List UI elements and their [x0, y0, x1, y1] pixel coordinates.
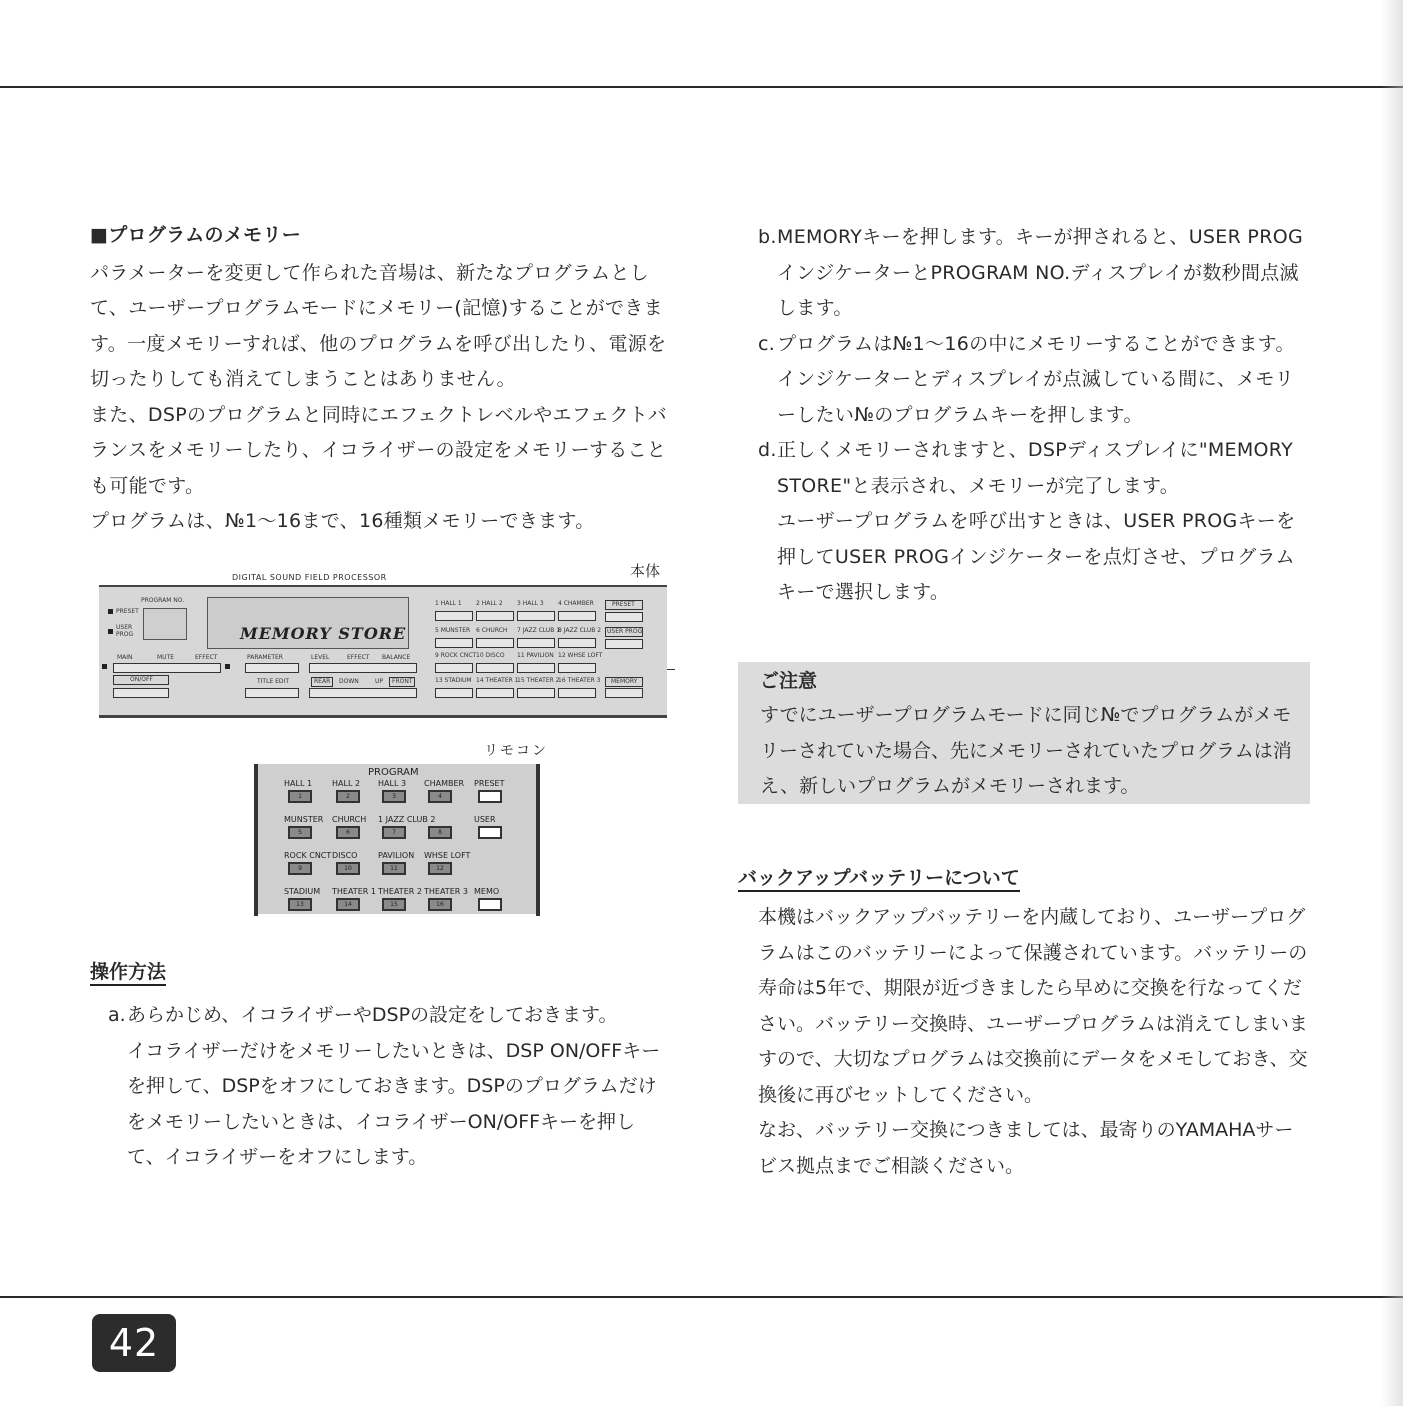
- memory-key-label: MEMORY: [611, 678, 638, 685]
- step-d: [758, 433, 1310, 504]
- memory-key: [605, 688, 643, 698]
- panel-program-button: [476, 638, 514, 648]
- parameter-button: [245, 663, 299, 673]
- intro-paragraph-3: プログラムは、№1〜16まで、16種類メモリーできます。: [90, 510, 595, 532]
- step-a-text: あらかじめ、イコライザーやDSPの設定をしておきます。: [127, 1004, 618, 1026]
- caution-body: すでにユーザープログラムモードに同じ№でプログラムがメモリーされていた場合、先にメモリーされていたプログラムは消え、新しいプログラムがメモリーされます。: [760, 704, 1292, 797]
- operation-section: [90, 960, 670, 1176]
- dsp-display-text: MEMORY STORE: [240, 624, 407, 643]
- effect-level-label: EFFECT: [347, 654, 370, 661]
- panel-program-button: [476, 688, 514, 698]
- panel-program-label: 10 DISCO: [476, 652, 505, 659]
- panel-program-button: [435, 688, 473, 698]
- battery-paragraph-1: 本機はバックアップバッテリーを内蔵しており、ユーザープログラムはこのバッテリーによって保護されています。バッテリーの寿命は5年で、期限が近づきましたら早めに交換を行なってください。バッテリー交換時、ユーザープログラムは消えてしまいますので、大切なプログラムは交換前にデータをメモしておき、交換後に再びセットしてください。: [758, 906, 1308, 1106]
- remote-key-label: STADIUM: [284, 887, 321, 896]
- panel-program-button: [517, 611, 555, 621]
- remote-key-number: 15: [390, 901, 398, 908]
- panel-program-button: [476, 663, 514, 673]
- remote-program-key: [288, 790, 312, 803]
- user-prog-key-box: [605, 627, 643, 637]
- remote-key-label: CHAMBER: [424, 779, 465, 788]
- on-off-button: [113, 688, 169, 698]
- remote-key-number: 14: [344, 901, 352, 908]
- remote-key-label: CHURCH: [332, 815, 367, 824]
- title-edit-button: [245, 688, 299, 698]
- remote-function-key: [478, 790, 502, 803]
- top-rule: [0, 86, 1403, 88]
- panel-program-label: 12 WHSE LOFT: [558, 652, 603, 659]
- on-off-label-box: [113, 675, 169, 685]
- panel-title: DIGITAL SOUND FIELD PROCESSOR: [232, 573, 387, 582]
- remote-key-label: 1 JAZZ CLUB 2: [378, 815, 436, 824]
- remote-label: リモコン: [484, 743, 548, 759]
- panel-program-button: [517, 688, 555, 698]
- battery-section: [738, 866, 1310, 1184]
- operation-title: 操作方法: [90, 960, 166, 986]
- panel-program-button: [435, 611, 473, 621]
- remote-key-number: 7: [392, 829, 396, 836]
- remote-program-key: [382, 790, 406, 803]
- remote-program-title: PROGRAM: [368, 767, 419, 778]
- step-c-text: プログラムは№1〜16の中にメモリーすることができます。インジケーターとディスプレイが点滅している間に、メモリーしたい№のプログラムキーを押します。: [777, 332, 1295, 426]
- program-no-label: PROGRAM NO.: [141, 597, 185, 604]
- step-c: [758, 327, 1310, 434]
- unit-label: 本体: [630, 562, 661, 580]
- effect-label: EFFECT: [195, 654, 218, 661]
- front-label: FRONT: [392, 678, 413, 685]
- remote-key-label: MUNSTER: [284, 815, 324, 824]
- step-b-mark: b.: [758, 226, 777, 248]
- remote-key-number: 2: [346, 793, 350, 800]
- panel-program-label: 11 PAVILION: [517, 652, 554, 659]
- remote-program-key: [428, 826, 452, 839]
- panel-program-button: [435, 638, 473, 648]
- remote-key-label: PAVILION: [378, 851, 415, 860]
- panel-program-label: 15 THEATER 2: [517, 677, 560, 684]
- front-panel-illustration: [99, 585, 667, 718]
- panel-program-button: [435, 663, 473, 673]
- caution-box: [738, 662, 1310, 804]
- panel-program-button: [558, 688, 596, 698]
- remote-program-key: [336, 862, 360, 875]
- remote-program-key: [336, 790, 360, 803]
- main-led: [102, 664, 107, 669]
- remote-key-label: USER: [474, 815, 496, 824]
- panel-program-button: [558, 638, 596, 648]
- preset-indicator-label: PRESET: [116, 608, 139, 615]
- remote-program-key: [382, 898, 406, 911]
- effect-led: [225, 664, 230, 669]
- memory-key-box: [605, 677, 643, 687]
- panel-program-label: 13 STADIUM: [435, 677, 472, 684]
- user-prog-indicator-label: USER PROG: [116, 624, 134, 638]
- step-a: [108, 998, 670, 1034]
- remote-program-key: [382, 826, 406, 839]
- user-prog-indicator: [108, 629, 113, 634]
- left-column: [90, 218, 670, 540]
- user-prog-key-label: USER PROG: [607, 628, 643, 635]
- panel-program-label: 4 CHAMBER: [558, 600, 594, 607]
- level-balance-button: [309, 663, 417, 673]
- parameter-label: PARAMETER: [247, 654, 283, 661]
- remote-key-number: 8: [438, 829, 442, 836]
- panel-program-label: 1 HALL 1: [435, 600, 462, 607]
- main-label: MAIN: [117, 654, 133, 661]
- panel-program-button: [476, 611, 514, 621]
- remote-key-number: 1: [298, 793, 302, 800]
- operation-list: [108, 998, 670, 1176]
- battery-title: バックアップバッテリーについて: [738, 866, 1020, 892]
- panel-program-button: [558, 611, 596, 621]
- page-number: 42: [92, 1314, 176, 1372]
- panel-program-label: 6 CHURCH: [476, 627, 508, 634]
- panel-pointer-line: [667, 669, 675, 670]
- remote-key-label: WHSE LOFT: [424, 851, 471, 860]
- preset-key: [605, 612, 643, 622]
- panel-program-button: [517, 638, 555, 648]
- remote-key-number: 9: [298, 865, 302, 872]
- user-prog-key: [605, 639, 643, 649]
- preset-indicator: [108, 609, 113, 614]
- balance-label: BALANCE: [382, 654, 411, 661]
- down-up-button: [309, 688, 417, 698]
- remote-key-number: 5: [298, 829, 302, 836]
- step-d-text: 正しくメモリーされますと、DSPディスプレイに"MEMORY STORE"と表示され、メモリーが完了します。: [777, 439, 1293, 497]
- remote-program-key: [288, 826, 312, 839]
- remote-key-label: PRESET: [474, 779, 505, 788]
- remote-program-key: [382, 862, 406, 875]
- remote-key-label: HALL 2: [332, 779, 361, 788]
- bottom-rule: [0, 1296, 1403, 1298]
- step-d-mark: d.: [758, 439, 777, 461]
- panel-program-label: 2 HALL 2: [476, 600, 503, 607]
- remote-function-key: [478, 898, 502, 911]
- preset-key-label: PRESET: [612, 601, 635, 608]
- panel-program-label: 14 THEATER 1: [476, 677, 519, 684]
- intro-paragraph-2: また、DSPのプログラムと同時にエフェクトレベルやエフェクトバランスをメモリーしたり、イコライザーの設定をメモリーすることも可能です。: [90, 403, 667, 497]
- remote-key-number: 6: [346, 829, 350, 836]
- remote-key-label: THEATER 3: [424, 887, 468, 896]
- remote-key-number: 12: [436, 865, 444, 872]
- remote-right-edge: [536, 764, 540, 916]
- remote-key-label: HALL 1: [284, 779, 313, 788]
- caution-title: ご注意: [760, 670, 818, 692]
- battery-paragraph-2: なお、バッテリー交換につきましては、最寄りのYAMAHAサービス拠点までご相談ください。: [758, 1119, 1294, 1177]
- remote-program-key: [336, 826, 360, 839]
- remote-key-label: DISCO: [332, 851, 358, 860]
- step-a-mark: a.: [108, 1004, 126, 1026]
- remote-key-label: MEMO: [474, 887, 500, 896]
- step-d-detail: ユーザープログラムを呼び出すときは、USER PROGキーを押してUSER PROGインジケーターを点灯させ、プログラムキーで選択します。: [777, 510, 1296, 603]
- level-label: LEVEL: [311, 654, 330, 661]
- intro-paragraph-1: パラメーターを変更して作られた音場は、新たなプログラムとして、ユーザープログラムモードにメモリー(記憶)することができます。一度メモリーすれば、他のプログラムを呼び出したり、電源を切ったりしても消えてしまうことはありません。: [90, 261, 667, 390]
- remote-key-number: 3: [392, 793, 396, 800]
- panel-program-label: 8 JAZZ CLUB 2: [558, 627, 602, 634]
- remote-program-key: [288, 862, 312, 875]
- panel-program-button: [517, 663, 555, 673]
- panel-program-label: 16 THEATER 3: [558, 677, 601, 684]
- down-label: DOWN: [339, 678, 359, 685]
- remote-program-key: [428, 790, 452, 803]
- step-b-text: MEMORYキーを押します。キーが押されると、USER PROGインジケーターとPROGRAM NO.ディスプレイが数秒間点滅します。: [777, 226, 1303, 319]
- up-label: UP: [375, 678, 384, 685]
- page-edge-shadow: [1381, 0, 1403, 1406]
- remote-program-key: [288, 898, 312, 911]
- program-number-display: [143, 608, 187, 640]
- panel-program-button: [558, 663, 596, 673]
- remote-key-number: 10: [344, 865, 352, 872]
- step-b: [758, 220, 1310, 327]
- title-edit-label: TITLE EDIT: [257, 678, 289, 685]
- front-box: [389, 677, 415, 687]
- preset-key-box: [605, 600, 643, 610]
- remote-function-key: [478, 826, 502, 839]
- mute-label: MUTE: [157, 654, 175, 661]
- panel-program-label: 5 MUNSTER: [435, 627, 471, 634]
- right-column: [758, 220, 1310, 611]
- panel-program-label: 9 ROCK CNCT: [435, 652, 477, 659]
- remote-program-key: [428, 898, 452, 911]
- rear-label: REAR: [314, 678, 331, 685]
- remote-key-number: 13: [296, 901, 304, 908]
- panel-program-label: 7 JAZZ CLUB 1: [517, 627, 561, 634]
- remote-key-label: THEATER 2: [378, 887, 422, 896]
- step-c-mark: c.: [758, 332, 776, 355]
- remote-key-label: THEATER 1: [332, 887, 376, 896]
- remote-illustration: [256, 764, 540, 914]
- remote-program-key: [336, 898, 360, 911]
- remote-key-label: HALL 3: [378, 779, 407, 788]
- remote-key-label: ROCK CNCT: [284, 851, 332, 860]
- dsp-display: [207, 597, 409, 649]
- remote-left-edge: [254, 764, 258, 916]
- remote-key-number: 16: [436, 901, 444, 908]
- program-memory-heading: ■プログラムのメモリー: [90, 224, 302, 246]
- step-a-detail: イコライザーだけをメモリーしたいときは、DSP ON/OFFキーを押して、DSPをオフにしておきます。DSPのプログラムだけをメモリーしたいときは、イコライザーON/OFFキーを押して、イコライザーをオフにします。: [127, 1039, 661, 1168]
- rear-box: [311, 677, 333, 687]
- remote-program-key: [428, 862, 452, 875]
- on-off-label: ON/OFF: [130, 676, 153, 683]
- main-mute-effect-button: [113, 663, 221, 673]
- remote-key-number: 11: [390, 865, 398, 872]
- panel-program-label: 3 HALL 3: [517, 600, 544, 607]
- battery-text: [758, 900, 1310, 1184]
- remote-key-number: 4: [438, 793, 442, 800]
